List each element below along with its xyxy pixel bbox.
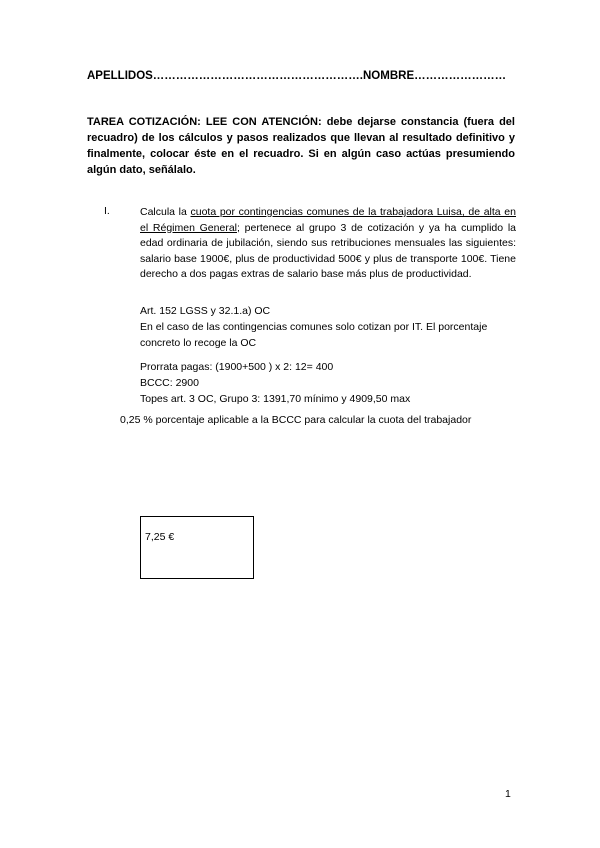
exercise-intro: Calcula la — [140, 206, 191, 218]
exercise-statement — [140, 205, 516, 283]
answer-value: 7,25 € — [145, 531, 175, 543]
prorrata-line: Prorrata pagas: (1900+500 ) x 2: 12= 400 — [140, 361, 334, 373]
legal-note-line-2: concreto lo recoge la OC — [140, 337, 257, 349]
page-number: 1 — [505, 788, 511, 800]
exercise-underlined-text: cuota por contingencias comunes de la trabajadora Luisa, de alta en el Régimen General — [140, 206, 516, 234]
bccc-line: BCCC: 2900 — [140, 377, 199, 389]
name-header-line: APELLIDOS……………………………………………….NOMBRE…………………… — [87, 70, 507, 82]
legal-article: Art. 152 LGSS y 32.1.a) OC — [140, 305, 271, 317]
topes-line: Topes art. 3 OC, Grupo 3: 1391,70 mínimo y 4909,50 max — [140, 393, 411, 405]
answer-box — [140, 516, 254, 579]
exercise-numeral: I. — [104, 205, 110, 217]
legal-reference-block — [140, 303, 520, 351]
task-instructions: TAREA COTIZACIÓN: LEE CON ATENCIÓN: debe dejarse constancia (fuera del recuadro) de los cálculos y pasos realizados que llevan al resultado definitivo y finalmente, colocar éste en el recuadro. Si en algún caso actúas presumiendo algún dato, señálalo. — [87, 116, 515, 176]
percentage-line: 0,25 % porcentaje aplicable a la BCCC para calcular la cuota del trabajador — [120, 414, 472, 426]
exercise-rest: ; pertenece al grupo 3 de cotización y ya ha cumplido la edad ordinaria de jubilación, siendo sus retribuciones mensuales las siguientes: salario base 1900€, plus de productividad 500€ y plus de transporte 100€. Tiene derecho a dos pagas extras de salario base más plus de productividad. — [140, 221, 516, 280]
legal-note-line-1: En el caso de las contingencias comunes solo cotizan por IT. El porcentaje — [140, 321, 488, 333]
calculation-block — [140, 359, 520, 407]
